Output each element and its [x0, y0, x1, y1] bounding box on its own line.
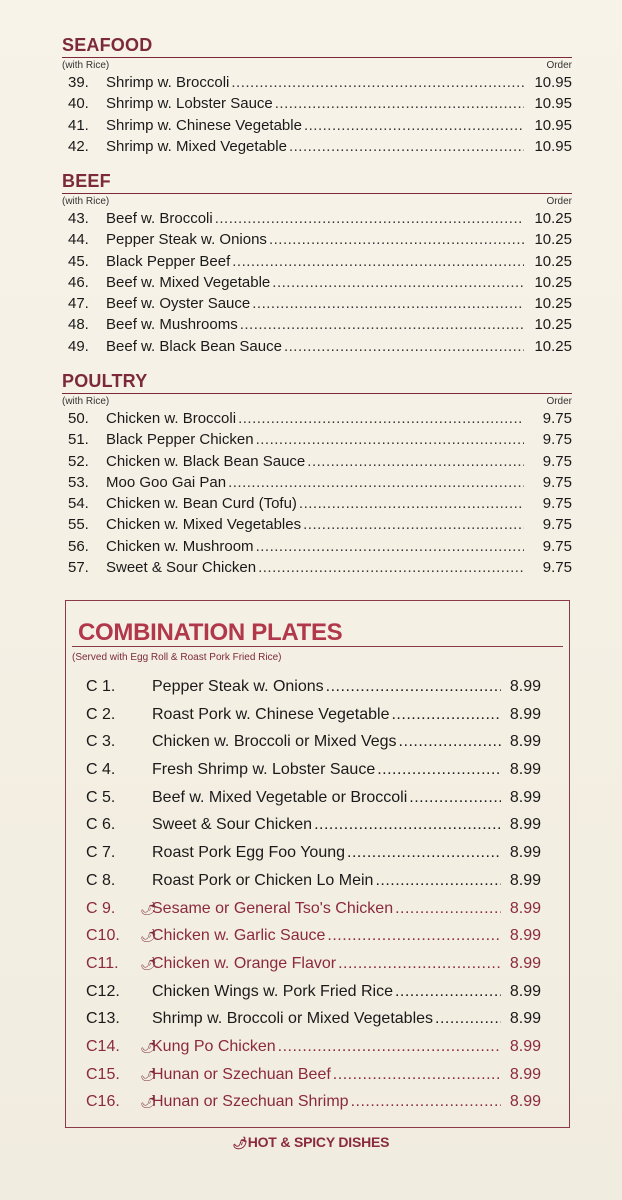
combo-name: Shrimp w. Broccoli or Mixed Vegetables: [152, 1010, 434, 1028]
combo-item-spicy: [86, 922, 541, 950]
dot-leader: [304, 115, 524, 136]
item-name: Chicken w. Mixed Vegetables: [106, 516, 302, 534]
item-price: 9.75: [542, 431, 572, 449]
dot-leader: [231, 72, 524, 93]
item-name: Sweet & Sour Chicken: [106, 559, 257, 577]
combo-price: 8.99: [509, 1010, 541, 1028]
spicy-legend-label: HOT & SPICY DISHES: [247, 1134, 390, 1150]
combo-number: C15.: [86, 1065, 120, 1083]
order-label: Order: [546, 60, 572, 71]
item-number: 50.: [68, 410, 89, 427]
dot-leader: [326, 673, 501, 700]
combo-price: 8.99: [509, 705, 541, 723]
item-name: Chicken w. Mushroom: [106, 537, 254, 555]
combo-name: Beef w. Mixed Vegetable or Broccoli: [152, 788, 408, 806]
item-price: 9.75: [542, 410, 572, 427]
combo-price: 8.99: [509, 954, 541, 972]
item-list: [62, 408, 572, 578]
combo-item: [86, 756, 541, 784]
combo-price: 8.99: [509, 816, 541, 834]
combo-item: [86, 867, 541, 895]
combo-number: C 4.: [86, 761, 116, 779]
combo-item: [86, 673, 541, 701]
combo-name: Hunan or Szechuan Shrimp: [152, 1093, 349, 1111]
dot-leader: [278, 1033, 501, 1060]
item-name: Moo Goo Gai Pan: [106, 473, 227, 491]
item-price: 10.25: [534, 295, 572, 313]
combo-item: [86, 701, 541, 729]
dot-leader: [327, 922, 501, 949]
dot-leader: [275, 93, 524, 114]
combo-name: Sesame or General Tso's Chicken: [152, 899, 394, 917]
item-price: 10.95: [534, 74, 572, 91]
combo-number: C 8.: [86, 871, 116, 889]
combo-subtitle: (Served with Egg Roll & Roast Pork Fried Rice): [72, 652, 282, 663]
dot-leader: [377, 756, 501, 783]
combo-name: Roast Pork w. Chinese Vegetable: [152, 705, 390, 723]
item-list: [62, 72, 572, 157]
combo-title: COMBINATION PLATES: [78, 619, 343, 646]
combo-name: Chicken Wings w. Pork Fried Rice: [152, 982, 393, 1000]
combo-name: Sweet & Sour Chicken: [152, 816, 313, 834]
item-name: Chicken w. Bean Curd (Tofu): [106, 495, 297, 513]
menu-item: [62, 557, 572, 578]
pepper-icon: 🌶︎: [140, 1066, 157, 1082]
item-number: 43.: [68, 210, 89, 227]
combo-price: 8.99: [509, 733, 541, 751]
dot-leader: [238, 408, 524, 429]
dot-leader: [256, 429, 524, 450]
section-title: SEAFOOD: [62, 35, 153, 55]
dot-leader: [272, 272, 524, 293]
menu-item: [62, 472, 572, 493]
section-poultry: [62, 370, 572, 578]
combo-name: Kung Po Chicken: [152, 1037, 276, 1055]
dot-leader: [314, 811, 501, 838]
item-name: Black Pepper Chicken: [106, 431, 254, 449]
menu-item: [62, 408, 572, 429]
section-seafood: [62, 34, 572, 157]
menu-item: [62, 136, 572, 157]
combo-number: C 3.: [86, 733, 116, 751]
combo-name: Roast Pork Egg Foo Young: [152, 844, 346, 862]
combo-price: 8.99: [509, 678, 541, 695]
pepper-icon: 🌶︎: [232, 1136, 248, 1150]
dot-leader: [399, 728, 501, 755]
combo-item-spicy: [86, 1033, 541, 1061]
item-price: 10.25: [534, 316, 572, 334]
item-name: Beef w. Mushrooms: [106, 316, 238, 334]
combo-name: Roast Pork or Chicken Lo Mein: [152, 871, 374, 889]
combo-number: C 1.: [86, 678, 116, 695]
combo-number: C14.: [86, 1037, 120, 1055]
combo-price: 8.99: [509, 982, 541, 1000]
combo-price: 8.99: [509, 761, 541, 779]
combo-number: C 6.: [86, 816, 116, 834]
item-list: [62, 208, 572, 357]
item-name: Beef w. Broccoli: [106, 210, 213, 227]
pepper-icon: 🌶︎: [140, 928, 157, 944]
item-name: Beef w. Black Bean Sauce: [106, 337, 282, 355]
dot-leader: [228, 472, 524, 493]
menu-item: [62, 229, 572, 250]
item-number: 51.: [68, 431, 89, 449]
dot-leader: [375, 867, 501, 894]
menu-item: [62, 514, 572, 535]
item-price: 10.25: [534, 273, 572, 291]
section-title: POULTRY: [62, 371, 148, 391]
dot-leader: [215, 208, 524, 229]
menu-item: [62, 314, 572, 335]
item-price: 9.75: [542, 559, 572, 577]
item-name: Beef w. Mixed Vegetable: [106, 273, 271, 291]
item-number: 49.: [68, 337, 89, 355]
combo-number: C10.: [86, 927, 120, 945]
combo-item-spicy: [86, 895, 541, 923]
dot-leader: [435, 1005, 501, 1032]
item-number: 55.: [68, 516, 89, 534]
item-price: 10.95: [534, 95, 572, 113]
menu-item: [62, 429, 572, 450]
section-subheader: [62, 394, 572, 408]
item-name: Chicken w. Broccoli: [106, 410, 237, 427]
item-number: 42.: [68, 137, 89, 155]
dot-leader: [307, 451, 524, 472]
combo-price: 8.99: [509, 1065, 541, 1083]
dot-leader: [395, 978, 501, 1005]
dot-leader: [258, 557, 524, 578]
section-subheader: [62, 58, 572, 72]
item-name: Shrimp w. Broccoli: [106, 74, 230, 91]
combo-divider: [72, 646, 563, 647]
combo-item: [86, 839, 541, 867]
combo-item-spicy: [86, 1061, 541, 1089]
item-number: 44.: [68, 231, 89, 249]
menu-item: [62, 336, 572, 357]
dot-leader: [338, 950, 501, 977]
section-header: [62, 370, 572, 394]
section-header: [62, 170, 572, 194]
combo-price: 8.99: [509, 788, 541, 806]
combo-item: [86, 728, 541, 756]
item-number: 41.: [68, 116, 89, 134]
dot-leader: [333, 1061, 501, 1088]
combo-name: Pepper Steak w. Onions: [152, 678, 324, 695]
section-header: [62, 34, 572, 58]
section-title: BEEF: [62, 171, 111, 191]
item-number: 52.: [68, 452, 89, 470]
menu-item: [62, 251, 572, 272]
item-price: 9.75: [542, 452, 572, 470]
combo-number: C13.: [86, 1010, 120, 1028]
item-name: Shrimp w. Chinese Vegetable: [106, 116, 302, 134]
item-price: 9.75: [542, 516, 572, 534]
combo-price: 8.99: [509, 927, 541, 945]
dot-leader: [269, 229, 524, 250]
combo-item: [86, 1005, 541, 1033]
section-subheader: [62, 194, 572, 208]
item-number: 47.: [68, 295, 89, 313]
item-number: 48.: [68, 316, 89, 334]
dot-leader: [284, 336, 524, 357]
dot-leader: [391, 701, 501, 728]
menu-item: [62, 272, 572, 293]
dot-leader: [289, 136, 524, 157]
item-name: Pepper Steak w. Onions: [106, 231, 267, 249]
combo-name: Chicken w. Garlic Sauce: [152, 927, 326, 945]
item-number: 39.: [68, 74, 89, 91]
menu-item: [62, 115, 572, 136]
combo-list: [86, 673, 541, 1116]
combo-number: C 7.: [86, 844, 116, 862]
item-number: 40.: [68, 95, 89, 113]
dot-leader: [256, 536, 524, 557]
dot-leader: [299, 493, 524, 514]
item-name: Black Pepper Beef: [106, 252, 231, 270]
combo-price: 8.99: [509, 1093, 541, 1111]
item-number: 57.: [68, 559, 89, 577]
item-number: 54.: [68, 495, 89, 513]
dot-leader: [232, 251, 524, 272]
dot-leader: [303, 514, 524, 535]
item-price: 10.95: [534, 116, 572, 134]
item-name: Shrimp w. Mixed Vegetable: [106, 137, 287, 155]
combo-price: 8.99: [509, 844, 541, 862]
combination-plates-box: [65, 600, 570, 1128]
section-subtitle: (with Rice): [62, 396, 110, 407]
combo-name: Chicken w. Broccoli or Mixed Vegs: [152, 733, 397, 751]
dot-leader: [409, 784, 501, 811]
combo-number: C 2.: [86, 705, 116, 723]
pepper-icon: 🌶︎: [140, 955, 157, 971]
item-price: 10.25: [534, 252, 572, 270]
order-label: Order: [546, 396, 572, 407]
item-number: 56.: [68, 537, 89, 555]
section-subtitle: (with Rice): [62, 196, 110, 207]
section-beef: [62, 170, 572, 357]
menu-item: [62, 72, 572, 93]
combo-name: Fresh Shrimp w. Lobster Sauce: [152, 761, 376, 779]
combo-number: C16.: [86, 1093, 120, 1111]
item-number: 45.: [68, 252, 89, 270]
item-price: 10.95: [534, 137, 572, 155]
order-label: Order: [546, 196, 572, 207]
item-price: 9.75: [542, 473, 572, 491]
combo-number: C 9.: [86, 899, 116, 917]
dot-leader: [351, 1088, 501, 1115]
combo-item-spicy: [86, 950, 541, 978]
dot-leader: [395, 895, 501, 922]
menu-item: [62, 451, 572, 472]
menu-item: [62, 93, 572, 114]
pepper-icon: 🌶︎: [140, 1038, 157, 1054]
item-name: Beef w. Oyster Sauce: [106, 295, 251, 313]
item-price: 10.25: [534, 337, 572, 355]
combo-price: 8.99: [509, 871, 541, 889]
menu-item: [62, 293, 572, 314]
combo-price: 8.99: [509, 899, 541, 917]
item-name: Chicken w. Black Bean Sauce: [106, 452, 306, 470]
spicy-legend: [0, 1134, 622, 1150]
combo-number: C12.: [86, 982, 120, 1000]
item-price: 9.75: [542, 495, 572, 513]
combo-price: 8.99: [509, 1037, 541, 1055]
item-price: 10.25: [534, 231, 572, 249]
combo-number: C11.: [86, 954, 119, 972]
pepper-icon: 🌶︎: [140, 900, 157, 916]
item-price: 10.25: [534, 210, 572, 227]
menu-item: [62, 493, 572, 514]
combo-name: Chicken w. Orange Flavor: [152, 954, 337, 972]
section-subtitle: (with Rice): [62, 60, 110, 71]
combo-number: C 5.: [86, 788, 116, 806]
combo-name: Hunan or Szechuan Beef: [152, 1065, 331, 1083]
dot-leader: [252, 293, 524, 314]
dot-leader: [347, 839, 501, 866]
combo-item-spicy: [86, 1088, 541, 1116]
combo-item: [86, 784, 541, 812]
pepper-icon: 🌶︎: [140, 1094, 157, 1110]
item-number: 53.: [68, 473, 89, 491]
menu-item: [62, 536, 572, 557]
combo-item: [86, 811, 541, 839]
item-name: Shrimp w. Lobster Sauce: [106, 95, 273, 113]
item-price: 9.75: [542, 537, 572, 555]
item-number: 46.: [68, 273, 89, 291]
combo-item: [86, 978, 541, 1006]
dot-leader: [240, 314, 524, 335]
menu-item: [62, 208, 572, 229]
